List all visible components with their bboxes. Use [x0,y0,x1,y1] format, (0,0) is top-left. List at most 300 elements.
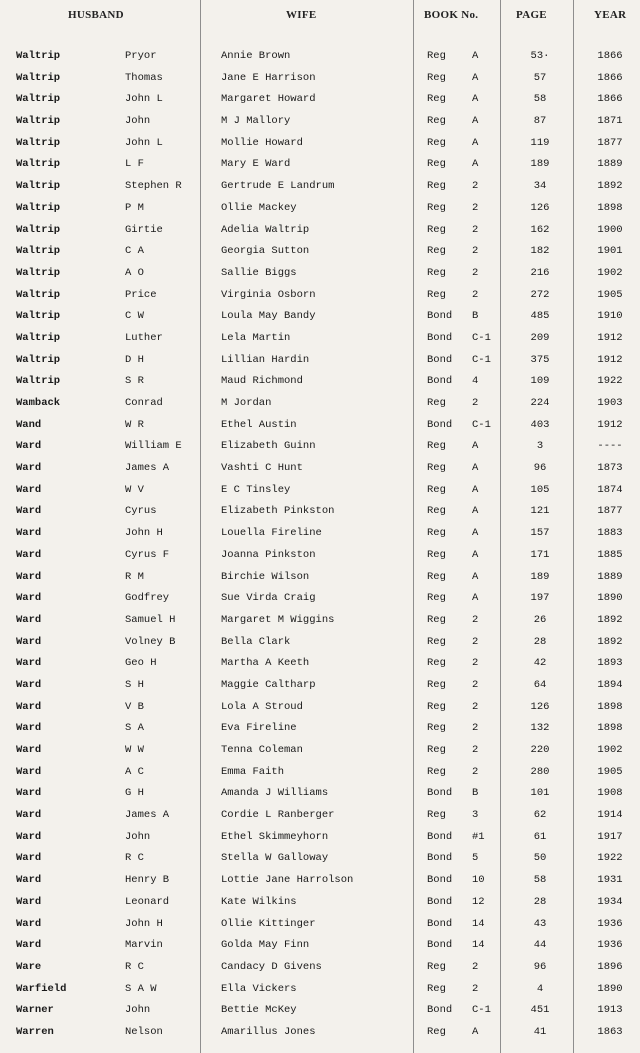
table-row [0,569,640,591]
husband-given-name: S A [125,722,144,735]
wife-name: Ollie Mackey [221,201,297,214]
year: 1893 [597,657,623,670]
wife-name: Bella Clark [221,635,291,648]
book-number: A [472,1025,479,1038]
husband-given-name: W W [125,744,144,756]
husband-surname: Warner [16,1004,54,1017]
page-number: 121 [530,505,550,518]
header-wife: WIFE [286,9,317,21]
husband-given-name: John [125,830,151,843]
husband-given-name: R C [125,852,144,865]
year: 1877 [597,136,623,149]
book-number: A [472,592,479,605]
year: 1892 [597,635,623,648]
husband-surname: Ward [16,678,42,691]
year: 1934 [597,895,623,908]
wife-name: Ethel Skimmeyhorn [221,830,329,843]
page-number: 41 [533,1025,547,1038]
page-number: 189 [530,570,550,583]
book-number: A [472,93,479,106]
book-number: 14 [472,939,485,952]
table-row [0,70,640,92]
book-number: 2 [472,765,479,778]
year: 1913 [597,1004,623,1017]
husband-given-name: Luther [125,331,163,344]
book-type: Reg [427,765,446,778]
table-row [0,156,640,178]
book-type: Bond [427,375,453,388]
year: ---- [597,440,623,453]
table-row [0,460,640,482]
husband-surname: Waltrip [16,136,61,149]
wife-name: M J Mallory [221,115,291,128]
husband-surname: Waltrip [16,223,61,236]
book-type: Reg [427,50,446,62]
book-number: A [472,505,479,518]
husband-given-name: C A [125,245,144,258]
page-number: 57 [533,71,547,84]
husband-given-name: Thomas [125,71,163,84]
page-number: 105 [530,483,550,496]
book-number: A [472,115,479,128]
wife-name: Sue Virda Craig [221,592,316,605]
wife-name: Maud Richmond [221,375,303,388]
book-number: 2 [472,635,479,648]
wife-name: Lola A Stroud [221,700,303,713]
book-number: 2 [472,722,479,735]
husband-surname: Wamback [16,397,61,409]
book-number: #1 [472,830,485,843]
year: 1912 [597,353,623,366]
year: 1890 [597,592,623,605]
wife-name: Elizabeth Pinkston [221,505,335,518]
wife-name: Elizabeth Guinn [221,440,316,453]
wife-name: Louella Fireline [221,527,322,540]
husband-surname: Ward [16,548,42,561]
husband-given-name: Stephen R [125,180,182,193]
book-type: Bond [427,1004,453,1017]
wife-name: Lottie Jane Harrolson [221,874,354,887]
page-number: 216 [530,266,550,279]
husband-surname: Ward [16,570,42,583]
table-row [0,807,640,829]
book-number: C-1 [472,331,491,344]
table-row [0,287,640,309]
book-number: C-1 [472,353,491,366]
husband-surname: Ward [16,852,42,865]
husband-given-name: Henry B [125,874,170,887]
wife-name: Virginia Osborn [221,288,316,301]
year: 1898 [597,722,623,735]
page-number: 87 [533,115,547,128]
book-number: A [472,440,479,453]
husband-surname: Waltrip [16,201,61,214]
year: 1922 [597,375,623,388]
header-page: PAGE [516,9,547,21]
table-row [0,48,640,70]
year: 1896 [597,960,623,973]
table-row [0,525,640,547]
wife-name: Maggie Caltharp [221,678,316,691]
book-type: Reg [427,440,446,453]
book-number: A [472,483,479,496]
wife-name: Emma Faith [221,765,285,778]
book-number: A [472,527,479,540]
year: 1905 [597,288,623,301]
wife-name: Margaret Howard [221,93,316,106]
book-type: Bond [427,787,453,800]
wife-name: Lillian Hardin [221,353,310,366]
husband-given-name: Cyrus [125,505,157,518]
book-number: 2 [472,245,479,258]
table-row [0,634,640,656]
table-row [0,720,640,742]
husband-given-name: Godfrey [125,592,170,605]
husband-surname: Waltrip [16,266,61,279]
header-husband: HUSBAND [68,9,124,21]
page-number: 61 [533,830,547,843]
wife-name: Ethel Austin [221,418,297,431]
wife-name: Loula May Bandy [221,310,316,323]
book-type: Reg [427,93,446,106]
wife-name: Birchie Wilson [221,570,310,583]
husband-given-name: G H [125,787,144,800]
book-number: 2 [472,744,479,756]
husband-surname: Ward [16,657,42,670]
book-number: 2 [472,201,479,214]
book-number: 2 [472,397,479,409]
husband-given-name: Marvin [125,939,163,952]
husband-surname: Ward [16,830,42,843]
table-row [0,699,640,721]
book-number: B [472,310,479,323]
book-number: 2 [472,678,479,691]
husband-given-name: Pryor [125,50,157,62]
husband-surname: Ward [16,787,42,800]
wife-name: Sallie Biggs [221,266,297,279]
husband-given-name: Nelson [125,1025,163,1038]
wife-name: Mary E Ward [221,158,291,171]
husband-given-name: John L [125,136,163,149]
book-number: A [472,548,479,561]
book-type: Reg [427,288,446,301]
table-row [0,200,640,222]
husband-surname: Waltrip [16,115,61,128]
page-number: 42 [533,657,547,670]
page-number: 96 [533,960,547,973]
header-year: YEAR [594,9,627,21]
table-row [0,547,640,569]
book-type: Reg [427,245,446,258]
husband-given-name: Price [125,288,157,301]
wife-name: Margaret M Wiggins [221,613,335,626]
book-number: 2 [472,657,479,670]
husband-given-name: Volney B [125,635,176,648]
table-row [0,135,640,157]
wife-name: Tenna Coleman [221,744,303,756]
book-number: 10 [472,874,485,887]
year: 1892 [597,613,623,626]
page-number: 26 [533,613,547,626]
husband-given-name: John [125,1004,151,1017]
year: 1889 [597,570,623,583]
book-type: Bond [427,939,453,952]
page-number: 171 [530,548,550,561]
table-row [0,178,640,200]
husband-surname: Ward [16,440,42,453]
husband-surname: Ward [16,895,42,908]
table-row [0,352,640,374]
wife-name: Ella Vickers [221,982,297,995]
page-number: 272 [530,288,550,301]
page-number: 28 [533,635,547,648]
year: 1905 [597,765,623,778]
table-row [0,330,640,352]
book-type: Reg [427,71,446,84]
husband-surname: Ward [16,462,42,475]
year: 1912 [597,418,623,431]
book-type: Reg [427,613,446,626]
book-number: 2 [472,982,479,995]
page-number: 189 [530,158,550,171]
page-number: 4 [536,982,544,995]
book-type: Reg [427,223,446,236]
book-number: 2 [472,223,479,236]
husband-given-name: W R [125,418,144,431]
wife-name: Candacy D Givens [221,960,322,973]
husband-surname: Ward [16,744,42,756]
book-number: 2 [472,180,479,193]
page-number: 53· [530,50,550,62]
husband-surname: Ward [16,635,42,648]
husband-given-name: Leonard [125,895,170,908]
book-type: Reg [427,115,446,128]
husband-given-name: R M [125,570,144,583]
husband-surname: Wand [16,418,42,431]
table-row [0,959,640,981]
wife-name: Amarillus Jones [221,1025,316,1038]
table-row [0,113,640,135]
husband-surname: Waltrip [16,331,61,344]
page-number: 375 [530,353,550,366]
husband-surname: Ward [16,939,42,952]
year: 1866 [597,71,623,84]
year: 1898 [597,201,623,214]
book-type: Bond [427,917,453,930]
husband-given-name: John L [125,93,163,106]
husband-given-name: C W [125,310,144,323]
husband-surname: Warfield [16,982,67,995]
wife-name: Martha A Keeth [221,657,310,670]
page-number: 34 [533,180,547,193]
year: 1892 [597,180,623,193]
book-type: Reg [427,592,446,605]
wife-name: Joanna Pinkston [221,548,316,561]
year: 1912 [597,331,623,344]
table-row [0,265,640,287]
year: 1902 [597,744,623,756]
year: 1922 [597,852,623,865]
year: 1931 [597,874,623,887]
table-row [0,612,640,634]
page-number: 197 [530,592,550,605]
husband-given-name: Geo H [125,657,157,670]
wife-name: Amanda J Williams [221,787,329,800]
husband-surname: Waltrip [16,50,61,62]
page-number: 485 [530,310,550,323]
book-number: A [472,462,479,475]
book-type: Bond [427,895,453,908]
page-number: 209 [530,331,550,344]
year: 1901 [597,245,623,258]
book-type: Reg [427,722,446,735]
husband-surname: Ward [16,592,42,605]
book-type: Bond [427,310,453,323]
book-type: Reg [427,266,446,279]
wife-name: Annie Brown [221,50,291,62]
wife-name: Ollie Kittinger [221,917,316,930]
husband-surname: Ware [16,960,42,973]
wife-name: E C Tinsley [221,483,291,496]
year: 1885 [597,548,623,561]
table-row [0,503,640,525]
husband-given-name: A C [125,765,144,778]
husband-surname: Ward [16,483,42,496]
book-type: Bond [427,852,453,865]
book-number: 12 [472,895,485,908]
book-number: A [472,136,479,149]
wife-name: Gertrude E Landrum [221,180,335,193]
page-number: 126 [530,201,550,214]
wife-name: Adelia Waltrip [221,223,310,236]
husband-given-name: James A [125,462,170,475]
husband-given-name: Conrad [125,397,163,409]
table-row [0,850,640,872]
page-number: 3 [536,440,544,453]
wife-name: Golda May Finn [221,939,310,952]
table-row [0,981,640,1003]
table-row [0,91,640,113]
table-row [0,222,640,244]
husband-surname: Ward [16,765,42,778]
book-number: 5 [472,852,479,865]
husband-surname: Ward [16,874,42,887]
husband-surname: Waltrip [16,158,61,171]
table-header [0,0,640,40]
husband-surname: Ward [16,613,42,626]
book-type: Reg [427,462,446,475]
table-row [0,438,640,460]
table-row [0,308,640,330]
year: 1883 [597,527,623,540]
book-number: 14 [472,917,485,930]
husband-given-name: R C [125,960,144,973]
husband-surname: Ward [16,700,42,713]
book-type: Bond [427,830,453,843]
husband-surname: Ward [16,917,42,930]
husband-surname: Waltrip [16,375,61,388]
husband-surname: Ward [16,722,42,735]
year: 1894 [597,678,623,691]
wife-name: Georgia Sutton [221,245,310,258]
book-number: 2 [472,960,479,973]
year: 1908 [597,787,623,800]
book-type: Reg [427,505,446,518]
book-type: Reg [427,397,446,409]
table-row [0,785,640,807]
wife-name: Eva Fireline [221,722,297,735]
year: 1936 [597,939,623,952]
year: 1866 [597,50,623,62]
book-type: Reg [427,483,446,496]
page-number: 43 [533,917,547,930]
book-number: B [472,787,479,800]
page-number: 96 [533,462,547,475]
husband-surname: Waltrip [16,245,61,258]
husband-given-name: V B [125,700,144,713]
year: 1874 [597,483,623,496]
page-number: 58 [533,93,547,106]
page-number: 451 [530,1004,550,1017]
year: 1900 [597,223,623,236]
husband-given-name: W V [125,483,144,496]
book-type: Reg [427,158,446,171]
book-number: C-1 [472,1004,491,1017]
wife-name: Kate Wilkins [221,895,297,908]
book-number: C-1 [472,418,491,431]
book-type: Reg [427,570,446,583]
year: 1936 [597,917,623,930]
husband-given-name: L F [125,158,144,171]
table-row [0,482,640,504]
table-row [0,742,640,764]
book-type: Bond [427,874,453,887]
table-row [0,829,640,851]
table-row [0,1002,640,1024]
year: 1871 [597,115,623,128]
book-type: Reg [427,136,446,149]
husband-given-name: Girtie [125,223,163,236]
husband-surname: Waltrip [16,93,61,106]
book-type: Reg [427,201,446,214]
husband-given-name: S A W [125,982,157,995]
table-row [0,395,640,417]
table-row [0,373,640,395]
wife-name: Mollie Howard [221,136,303,149]
book-type: Bond [427,353,453,366]
page-number: 280 [530,765,550,778]
year: 1890 [597,982,623,995]
table-row [0,916,640,938]
book-type: Reg [427,700,446,713]
page-number: 220 [530,744,550,756]
page-number: 58 [533,874,547,887]
husband-given-name: John [125,115,151,128]
wife-name: Stella W Galloway [221,852,329,865]
table-row [0,677,640,699]
year: 1910 [597,310,623,323]
table-row [0,764,640,786]
page-number: 119 [530,136,550,149]
husband-given-name: John H [125,917,163,930]
husband-surname: Waltrip [16,310,61,323]
husband-surname: Waltrip [16,71,61,84]
table-row [0,937,640,959]
book-type: Bond [427,331,453,344]
year: 1902 [597,266,623,279]
year: 1889 [597,158,623,171]
year: 1873 [597,462,623,475]
